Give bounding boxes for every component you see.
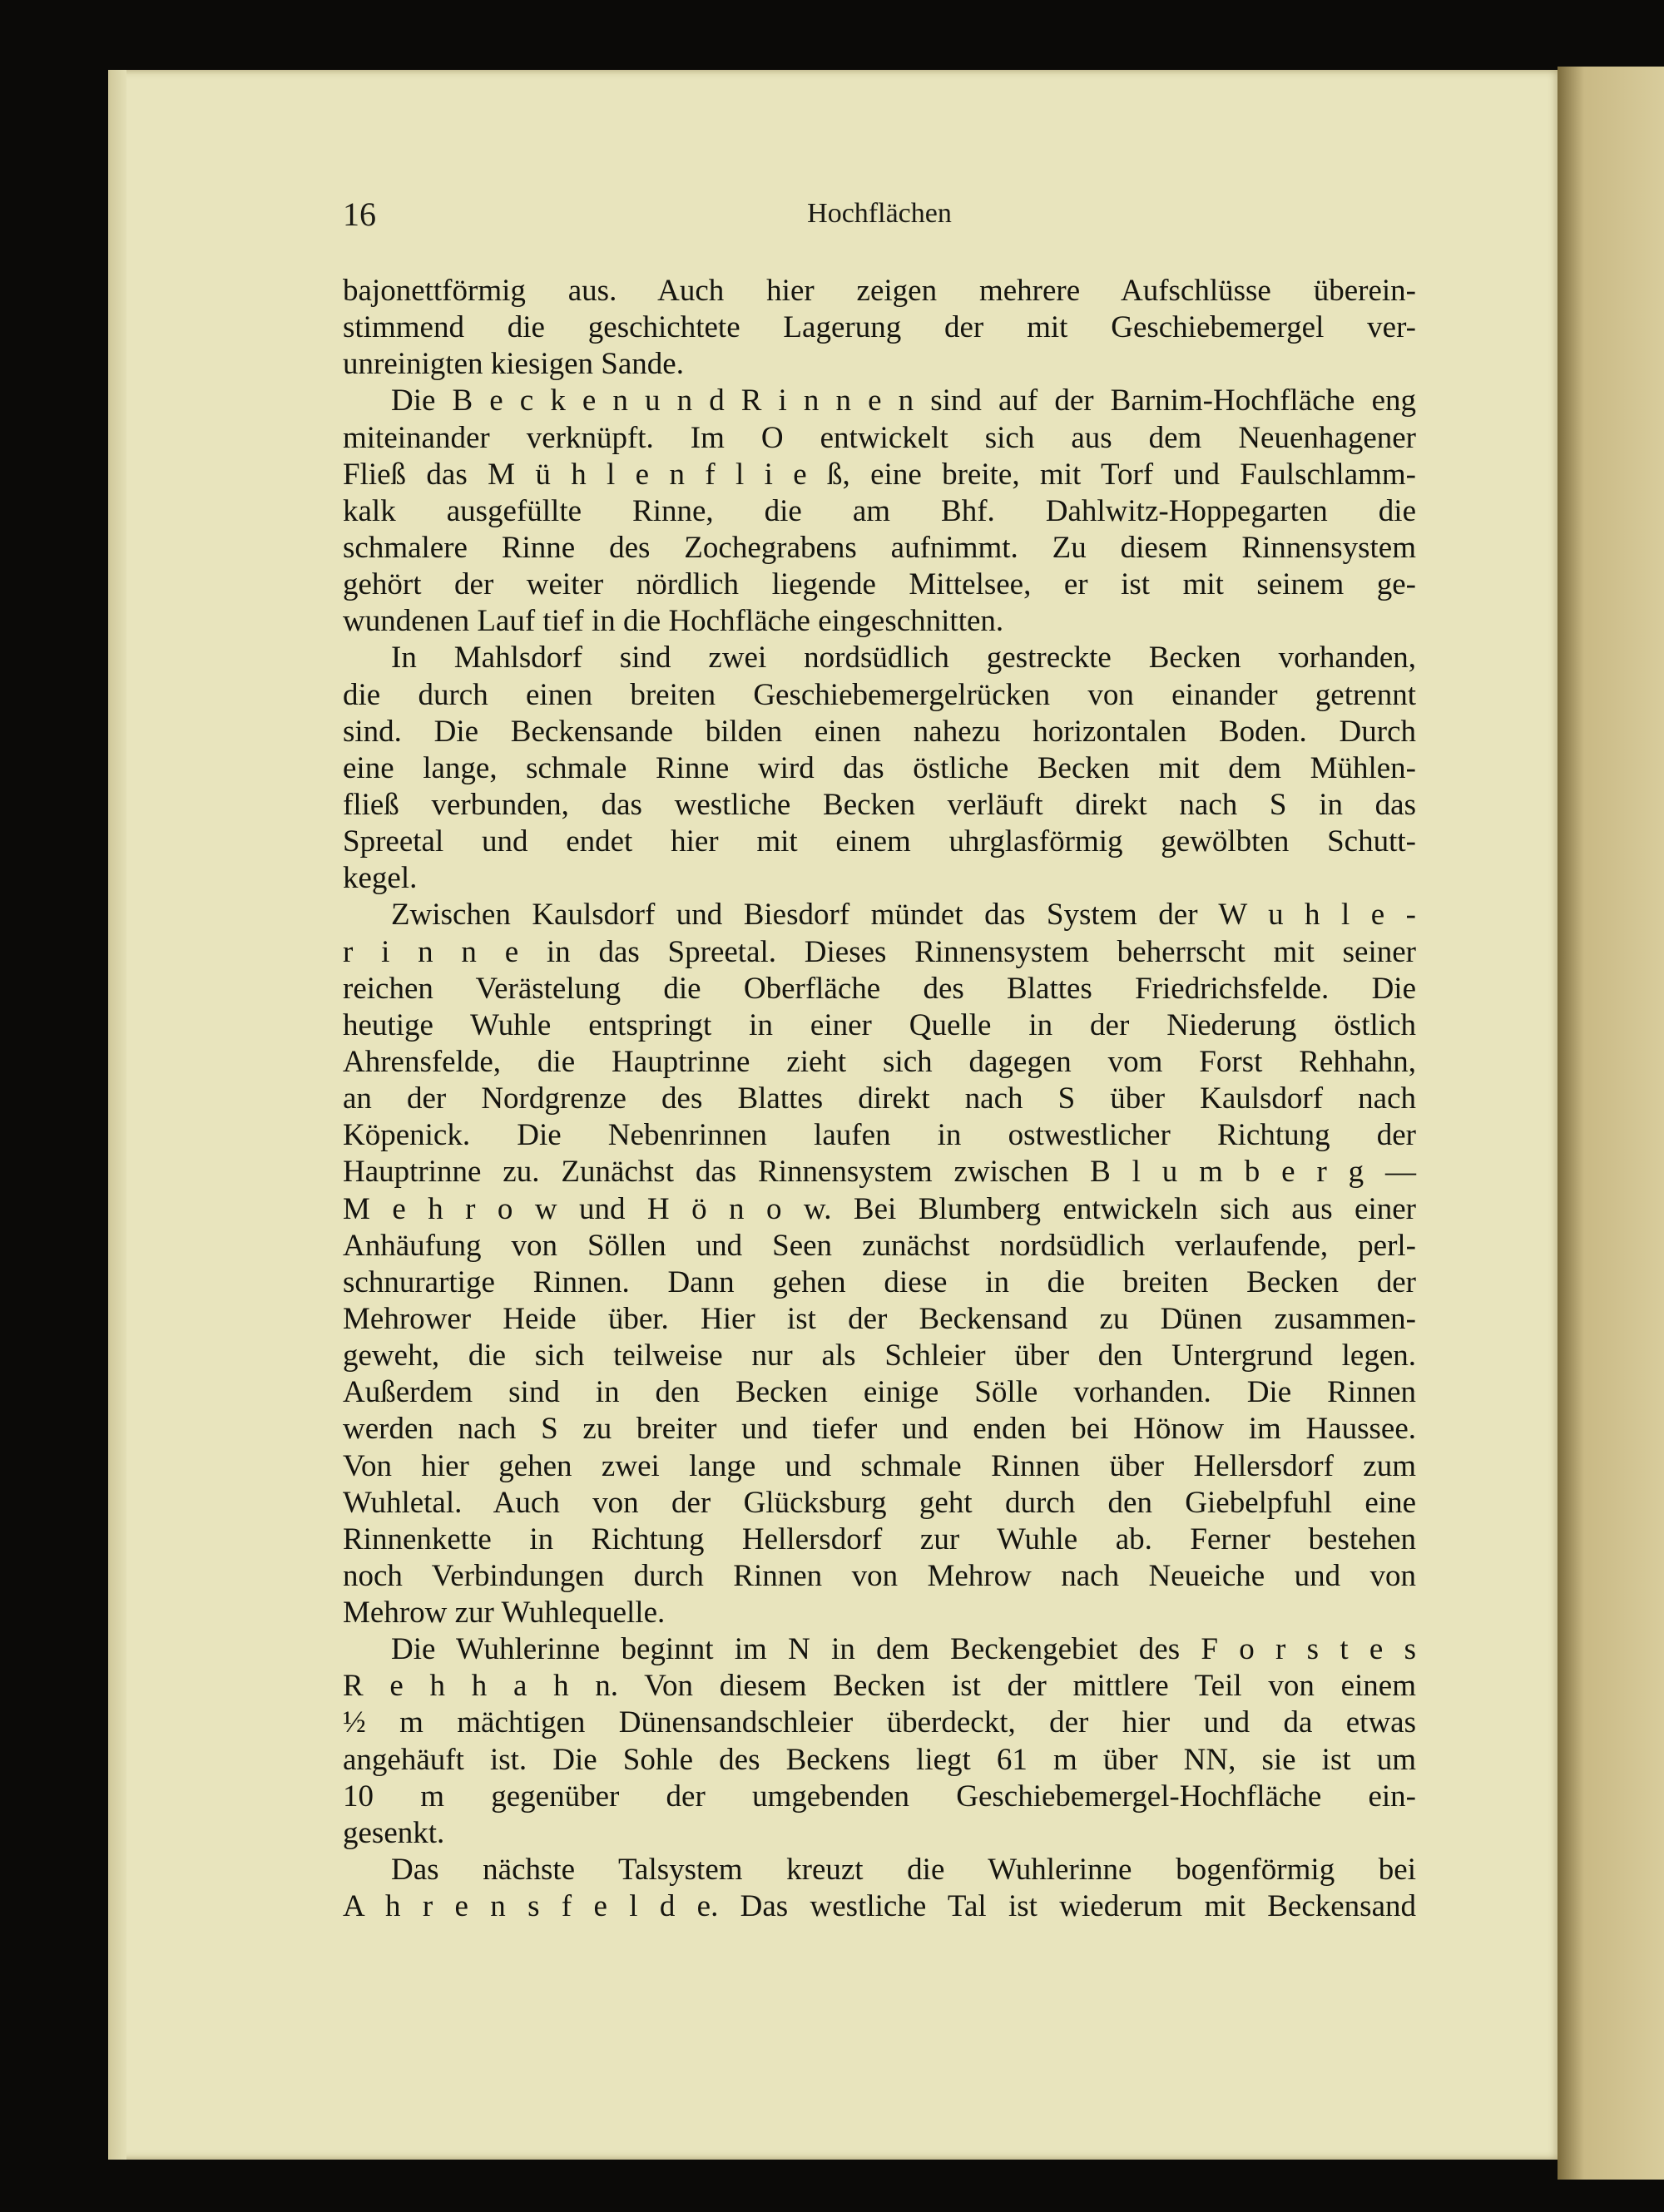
- text-line: Hauptrinne zu. Zunächst das Rinnensystem zwischen B l u m b e r g —: [343, 1155, 1416, 1190]
- text-line: stimmend die geschichtete Lagerung der mit Geschiebemergel ver-: [343, 310, 1416, 345]
- text-line: Rinnenkette in Richtung Hellersdorf zur Wuhle ab. Ferner bestehen: [343, 1522, 1416, 1556]
- running-title: Hochflächen: [807, 198, 952, 229]
- text-line: angehäuft ist. Die Sohle des Beckens liegt 61 m über NN, sie ist um: [343, 1742, 1416, 1777]
- text-line: bajonettförmig aus. Auch hier zeigen mehrere Aufschlüsse überein-: [343, 274, 1416, 308]
- text-line: eine lange, schmale Rinne wird das östliche Becken mit dem Mühlen-: [343, 750, 1416, 785]
- text-line: Das nächste Talsystem kreuzt die Wuhlerinne bogenförmig bei: [391, 1853, 1416, 1888]
- text-line: Die B e c k e n u n d R i n n e n sind auf der Barnim-Hochfläche eng: [391, 384, 1416, 418]
- text-line: noch Verbindungen durch Rinnen von Mehrow nach Neueiche und von: [343, 1558, 1416, 1593]
- paragraph: [343, 273, 1416, 383]
- page-gutter: [108, 70, 126, 2160]
- text-line: geweht, die sich teilweise nur als Schleier über den Untergrund legen.: [343, 1339, 1416, 1373]
- text-line: Die Wuhlerinne beginnt im N in dem Beckengebiet des F o r s t e s: [391, 1632, 1416, 1667]
- text-line: Ahrensfelde, die Hauptrinne zieht sich dagegen vom Forst Rehhahn,: [343, 1044, 1416, 1079]
- adjacent-page-edge: [1558, 67, 1664, 2180]
- text-line: Fließ das M ü h l e n f l i e ß, eine breite, mit Torf und Faulschlamm-: [343, 457, 1416, 492]
- text-line: werden nach S zu breiter und tiefer und enden bei Hönow im Haussee.: [343, 1412, 1416, 1447]
- paragraph: [343, 897, 1416, 1631]
- paragraph: [343, 1852, 1416, 1925]
- text-line: Außerdem sind in den Becken einige Sölle vorhanden. Die Rinnen: [343, 1375, 1416, 1410]
- text-line: gehört der weiter nördlich liegende Mittelsee, er ist mit seinem ge-: [343, 567, 1416, 602]
- text-line: fließ verbunden, das westliche Becken verläuft direkt nach S in das: [343, 787, 1416, 822]
- text-line: Köpenick. Die Nebenrinnen laufen in ostwestlicher Richtung der: [343, 1118, 1416, 1153]
- text-line: die durch einen breiten Geschiebemergelrücken von einander getrennt: [343, 677, 1416, 712]
- text-line: Wuhletal. Auch von der Glücksburg geht durch den Giebelpfuhl eine: [343, 1485, 1416, 1520]
- text-line: schmalere Rinne des Zochegrabens aufnimmt. Zu diesem Rinnensystem: [343, 530, 1416, 565]
- text-line: Spreetal und endet hier mit einem uhrglasförmig gewölbten Schutt-: [343, 824, 1416, 859]
- paragraph: [343, 640, 1416, 897]
- text-line: gesenkt.: [343, 1815, 445, 1850]
- text-line: schnurartige Rinnen. Dann gehen diese in die breiten Becken der: [343, 1264, 1416, 1299]
- text-line: Mehrow zur Wuhlequelle.: [343, 1596, 666, 1631]
- book-page: [108, 70, 1558, 2160]
- text-line: unreinigten kiesigen Sande.: [343, 347, 684, 382]
- text-line: Von hier gehen zwei lange und schmale Rinnen über Hellersdorf zum: [343, 1448, 1416, 1483]
- text-line: ½ m mächtigen Dünensandschleier überdeckt, der hier und da etwas: [343, 1705, 1416, 1740]
- text-line: In Mahlsdorf sind zwei nordsüdlich gestreckte Becken vorhanden,: [391, 641, 1416, 675]
- text-line: heutige Wuhle entspringt in einer Quelle in der Niederung östlich: [343, 1007, 1416, 1042]
- body-text: [343, 273, 1416, 1925]
- text-line: an der Nordgrenze des Blattes direkt nach S über Kaulsdorf nach: [343, 1081, 1416, 1116]
- text-line: R e h h a h n. Von diesem Becken ist der mittlere Teil von einem: [343, 1669, 1416, 1704]
- text-line: kegel.: [343, 861, 418, 896]
- paragraph: [343, 1631, 1416, 1852]
- text-line: miteinander verknüpft. Im O entwickelt sich aus dem Neuenhagener: [343, 420, 1416, 455]
- paragraph: [343, 383, 1416, 640]
- text-line: 10 m gegenüber der umgebenden Geschiebemergel-Hochfläche ein-: [343, 1779, 1416, 1814]
- text-line: wundenen Lauf tief in die Hochfläche eingeschnitten.: [343, 604, 1004, 639]
- page-header: [343, 195, 1416, 236]
- text-line: M e h r o w und H ö n o w. Bei Blumberg entwickeln sich aus einer: [343, 1191, 1416, 1226]
- text-line: Mehrower Heide über. Hier ist der Beckensand zu Dünen zusammen-: [343, 1301, 1416, 1336]
- page-number: 16: [343, 195, 376, 233]
- text-line: Anhäufung von Söllen und Seen zunächst nordsüdlich verlaufende, perl-: [343, 1228, 1416, 1263]
- text-line: kalk ausgefüllte Rinne, die am Bhf. Dahlwitz-Hoppegarten die: [343, 493, 1416, 528]
- text-line: Zwischen Kaulsdorf und Biesdorf mündet das System der W u h l e -: [391, 898, 1416, 933]
- text-line: A h r e n s f e l d e. Das westliche Tal ist wiederum mit Beckensand: [343, 1889, 1416, 1924]
- text-line: r i n n e in das Spreetal. Dieses Rinnensystem beherrscht mit seiner: [343, 934, 1416, 969]
- text-line: sind. Die Beckensande bilden einen nahezu horizontalen Boden. Durch: [343, 714, 1416, 749]
- text-line: reichen Verästelung die Oberfläche des Blattes Friedrichsfelde. Die: [343, 971, 1416, 1006]
